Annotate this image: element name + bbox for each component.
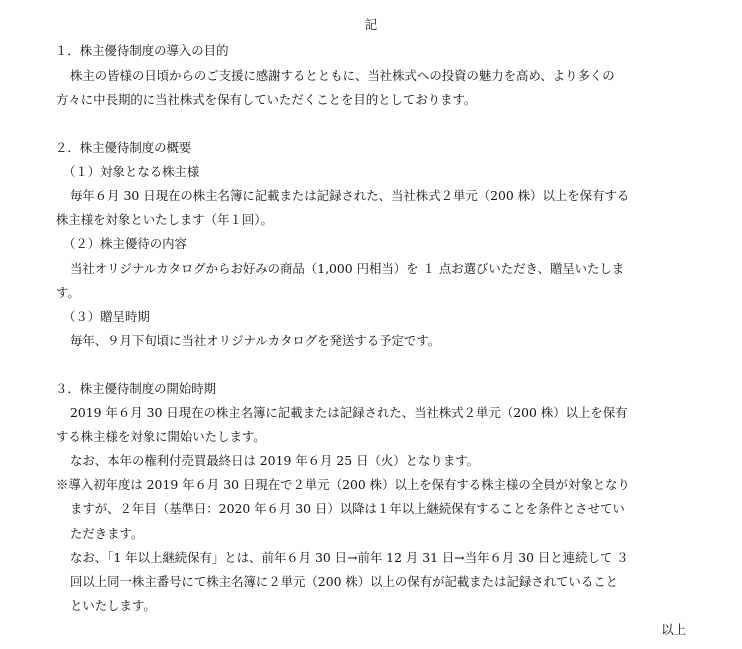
note-line-1: ※導入初年度は 2019 年６月 30 日現在で２単元（200 株）以上を保有する株主様の全員が対象となり [56,477,630,492]
section-1-paragraph-line-1: 株主の皆様の日頃からのご支援に感謝するとともに、当社株式への投資の魅力を高め、より多くの [70,68,615,83]
subsection-1-line-2: 株主様を対象といたします（年１回）。 [56,212,273,227]
subsection-2-line-1: 当社オリジナルカタログからお好みの商品（1,000 円相当）を １ 点お選びいただき、贈呈いたしま [70,261,625,276]
section-2-title: ２．株主優待制度の概要 [55,140,192,155]
section-1-title: １．株主優待制度の導入の目的 [55,43,229,58]
note-2-line-3: といたします。 [70,598,156,613]
subsection-2-line-2: す。 [56,285,80,300]
section-3-title: ３．株主優待制度の開始時期 [55,381,217,396]
note-2-line-2: 回以上同一株主番号にて株主名簿に２単元（200 株）以上の保有が記載または記録されていること [70,574,618,589]
note-line-3: ただきます。 [70,526,144,541]
document-heading: 記 [364,18,378,32]
section-3-paragraph-line-1: 2019 年６月 30 日現在の株主名簿に記載または記録された、当社株式２単元（200 株）以上を保有 [70,405,628,420]
section-3-paragraph-2: なお、本年の権利付売買最終日は 2019 年６月 25 日（火）となります。 [70,453,479,468]
subsection-3-title: （３）贈呈時期 [63,309,150,324]
section-3-paragraph-line-2: する株主様を対象に開始いたします。 [56,429,266,444]
note-2-line-1: なお、「1 年以上継続保有」とは、前年６月 30 日→前年 12 月 31 日→当年６月 30 日と連続して ３ [70,550,629,565]
subsection-1-title: （１）対象となる株主様 [63,164,200,179]
section-1-paragraph-line-2: 方々に中長期的に当社株式を保有していただくことを目的としております。 [56,92,477,107]
subsection-2-title: （２）株主優待の内容 [63,236,187,251]
note-line-2: ますが、２年目（基準日：2020 年６月 30 日）以降は１年以上継続保有することを条件とさせてい [70,501,625,516]
subsection-1-line-1: 毎年６月 30 日現在の株主名簿に記載または記録された、当社株式２単元（200 株）以上を保有する [70,188,630,203]
closing-mark: 以上 [661,622,686,637]
subsection-3-line-1: 毎年、９月下旬頃に当社オリジナルカタログを発送する予定です。 [70,333,441,348]
